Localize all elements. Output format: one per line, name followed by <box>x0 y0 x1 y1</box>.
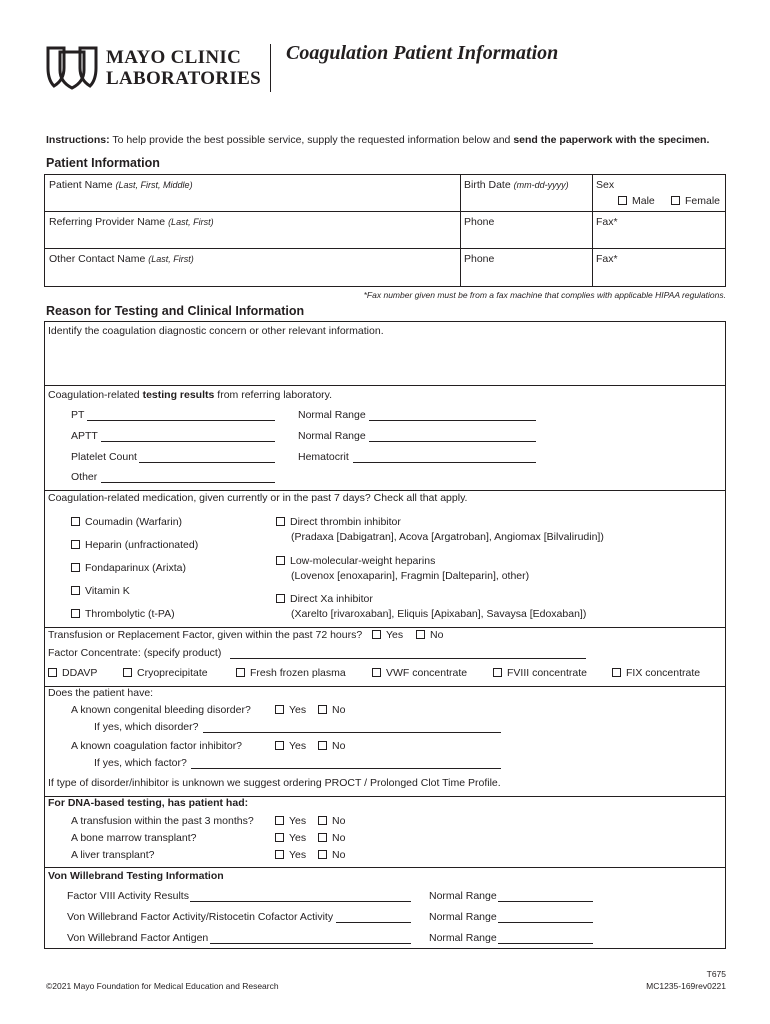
logo-text-line2: LABORATORIES <box>106 68 261 89</box>
logo-text-line1: MAYO CLINIC <box>106 47 242 68</box>
heparin-label: Heparin (unfractionated) <box>85 539 199 551</box>
proct-note: If type of disorder/inhibitor is unknown we suggest ordering PROCT / Prolonged Clot Time Profile. <box>48 777 501 789</box>
dti-label: Direct thrombin inhibitor <box>290 516 401 528</box>
thrombolytic-checkbox[interactable] <box>71 608 175 620</box>
other-phone-field[interactable]: Phone <box>464 253 495 265</box>
aptt-input[interactable] <box>101 441 275 442</box>
dxa-sub: (Xarelto [rivaroxaban], Eliquis [Apixaban], Savaysa [Edoxaban]) <box>291 608 587 620</box>
fix-label: FIX concentrate <box>626 667 701 679</box>
which-factor-input[interactable] <box>191 768 501 769</box>
vwf-antigen-input[interactable] <box>210 943 411 944</box>
other-fax-field[interactable]: Fax* <box>596 253 618 265</box>
instructions <box>46 134 709 146</box>
dti-sub: (Pradaxa [Dabigatran], Acova [Argatroban], Angiomax [Bilvalirudin]) <box>291 531 604 543</box>
vwf-activity-normal-range-label: Normal Range <box>429 911 497 923</box>
results-pre: Coagulation-related <box>48 389 140 401</box>
aptt-normal-range-label: Normal Range <box>298 430 366 442</box>
inhibitor-yes-label: Yes <box>289 740 307 752</box>
liver-yes-checkbox[interactable] <box>275 849 306 861</box>
factor-concentrate-label: Factor Concentrate: (specify product) <box>48 647 222 659</box>
marrow-yes-checkbox[interactable] <box>275 832 306 844</box>
instructions-bold: send the paperwork with the specimen. <box>513 134 710 146</box>
marrow-no-label: No <box>332 832 346 844</box>
birth-date-label: Birth Date <box>464 179 511 191</box>
marrow-question: A bone marrow transplant? <box>71 832 197 844</box>
aptt-normal-range-input[interactable] <box>369 441 536 442</box>
which-disorder-input[interactable] <box>203 732 501 733</box>
transfusion-yes-label: Yes <box>386 629 404 641</box>
patient-name-hint: (Last, First, Middle) <box>115 180 193 190</box>
other-contact-hint: (Last, First) <box>148 254 194 264</box>
patient-name-field[interactable] <box>49 179 193 191</box>
transfusion-yes-checkbox[interactable] <box>372 629 403 641</box>
vwf-label: VWF concentrate <box>386 667 468 679</box>
lmwh-label: Low-molecular-weight heparins <box>290 555 436 567</box>
fondaparinux-label: Fondaparinux (Arixta) <box>85 562 186 574</box>
inhibitor-no-label: No <box>332 740 346 752</box>
dxa-label: Direct Xa inhibitor <box>290 593 373 605</box>
hematocrit-input[interactable] <box>353 462 536 463</box>
marrow-no-checkbox[interactable] <box>318 832 345 844</box>
liver-question: A liver transplant? <box>71 849 155 861</box>
vwf-checkbox[interactable] <box>372 667 467 679</box>
results-post: from referring laboratory. <box>217 389 333 401</box>
sex-female-checkbox[interactable] <box>671 195 720 207</box>
other-contact-field[interactable] <box>49 253 194 265</box>
patient-info-heading: Patient Information <box>46 156 160 170</box>
does-patient-have: Does the patient have: <box>48 687 154 699</box>
referring-provider-hint: (Last, First) <box>168 217 214 227</box>
dna-heading: For DNA-based testing, has patient had: <box>48 797 249 809</box>
instructions-text: To help provide the best possible service, supply the requested information below and <box>112 134 511 146</box>
transfusion3-question: A transfusion within the past 3 months? <box>71 815 254 827</box>
lmwh-checkbox[interactable] <box>276 555 435 567</box>
heparin-checkbox[interactable] <box>71 539 198 551</box>
vitamin-k-label: Vitamin K <box>85 585 130 597</box>
inhibitor-no-checkbox[interactable] <box>318 740 345 752</box>
coumadin-checkbox[interactable] <box>71 516 182 528</box>
transfusion3-no-label: No <box>332 815 346 827</box>
sex-label: Sex <box>596 179 615 191</box>
fviii-label: FVIII concentrate <box>507 667 587 679</box>
patient-info-table <box>44 174 726 287</box>
cryo-label: Cryoprecipitate <box>137 667 208 679</box>
fviii-normal-range-input[interactable] <box>498 901 593 902</box>
ddavp-label: DDAVP <box>62 667 98 679</box>
fax-note: *Fax number given must be from a fax machine that complies with applicable HIPAA regulations. <box>363 290 726 300</box>
medication-heading: Coagulation-related medication, given currently or in the past 7 days? Check all that apply. <box>48 492 468 504</box>
platelet-count-label: Platelet Count <box>71 451 137 463</box>
congenital-yes-checkbox[interactable] <box>275 704 306 716</box>
which-disorder-label: If yes, which disorder? <box>94 721 199 733</box>
pt-label: PT <box>71 409 85 421</box>
page-title: Coagulation Patient Information <box>286 42 559 64</box>
congenital-yes-label: Yes <box>289 704 307 716</box>
ffp-checkbox[interactable] <box>236 667 346 679</box>
other-result-label: Other <box>71 471 98 483</box>
fviii-results-input[interactable] <box>190 901 411 902</box>
birth-date-hint: (mm-dd-yyyy) <box>513 180 569 190</box>
liver-yes-label: Yes <box>289 849 307 861</box>
sex-female-label: Female <box>685 195 721 207</box>
copyright: ©2021 Mayo Foundation for Medical Education and Research <box>46 981 279 991</box>
transfusion3-yes-label: Yes <box>289 815 307 827</box>
congenital-question: A known congenital bleeding disorder? <box>71 704 251 716</box>
coumadin-label: Coumadin (Warfarin) <box>85 516 183 528</box>
vwf-antigen-normal-range-input[interactable] <box>498 943 593 944</box>
fviii-normal-range-label: Normal Range <box>429 890 497 902</box>
identify-concern-field[interactable]: Identify the coagulation diagnostic concern or other relevant information. <box>48 325 384 337</box>
dti-checkbox[interactable] <box>276 516 401 528</box>
fix-checkbox[interactable] <box>612 667 700 679</box>
hematocrit-label: Hematocrit <box>298 451 349 463</box>
vwf-activity-normal-range-input[interactable] <box>498 922 593 923</box>
referring-provider-field[interactable] <box>49 216 214 228</box>
birth-date-field[interactable] <box>464 179 569 191</box>
referring-provider-label: Referring Provider Name <box>49 216 166 228</box>
vwf-antigen-label: Von Willebrand Factor Antigen <box>67 932 209 944</box>
reason-heading: Reason for Testing and Clinical Information <box>46 304 305 318</box>
ffp-label: Fresh frozen plasma <box>250 667 346 679</box>
aptt-label: APTT <box>71 430 98 442</box>
testing-results-heading <box>48 389 332 401</box>
other-contact-label: Other Contact Name <box>49 253 146 265</box>
inhibitor-question: A known coagulation factor inhibitor? <box>71 740 243 752</box>
header-divider <box>270 44 271 92</box>
instructions-label: Instructions: <box>46 134 110 146</box>
vitamin-k-checkbox[interactable] <box>71 585 130 597</box>
transfusion3-no-checkbox[interactable] <box>318 815 345 827</box>
lmwh-sub: (Lovenox [enoxaparin], Fragmin [Dalteparin], other) <box>291 570 530 582</box>
fviii-results-label: Factor VIII Activity Results <box>67 890 189 902</box>
transfusion-no-label: No <box>430 629 444 641</box>
transfusion-question: Transfusion or Replacement Factor, given within the past 72 hours? <box>48 629 363 641</box>
liver-no-checkbox[interactable] <box>318 849 345 861</box>
form-code-1: T675 <box>706 969 726 979</box>
sex-male-checkbox[interactable] <box>618 195 655 207</box>
fviii-checkbox[interactable] <box>493 667 587 679</box>
transfusion3-yes-checkbox[interactable] <box>275 815 306 827</box>
marrow-yes-label: Yes <box>289 832 307 844</box>
form-code-2: MC1235-169rev0221 <box>646 981 726 991</box>
pt-input[interactable] <box>87 420 275 421</box>
dxa-checkbox[interactable] <box>276 593 373 605</box>
congenital-no-label: No <box>332 704 346 716</box>
transfusion-no-checkbox[interactable] <box>416 629 443 641</box>
provider-fax-field[interactable]: Fax* <box>596 216 618 228</box>
patient-name-label: Patient Name <box>49 179 113 191</box>
vwf-antigen-normal-range-label: Normal Range <box>429 932 497 944</box>
mayo-shield-icon <box>44 44 100 90</box>
thrombolytic-label: Thrombolytic (t-PA) <box>85 608 175 620</box>
platelet-count-input[interactable] <box>139 462 275 463</box>
congenital-no-checkbox[interactable] <box>318 704 345 716</box>
which-factor-label: If yes, which factor? <box>94 757 187 769</box>
results-bold: testing results <box>142 389 215 401</box>
cryo-checkbox[interactable] <box>123 667 208 679</box>
fondaparinux-checkbox[interactable] <box>71 562 186 574</box>
pt-normal-range-label: Normal Range <box>298 409 366 421</box>
vwb-heading: Von Willebrand Testing Information <box>48 870 224 882</box>
vwf-activity-input[interactable] <box>336 922 411 923</box>
vwf-activity-label: Von Willebrand Factor Activity/Ristocetin Cofactor Activity <box>67 911 334 923</box>
sex-male-label: Male <box>632 195 655 207</box>
inhibitor-yes-checkbox[interactable] <box>275 740 306 752</box>
liver-no-label: No <box>332 849 346 861</box>
pt-normal-range-input[interactable] <box>369 420 536 421</box>
ddavp-checkbox[interactable] <box>48 667 97 679</box>
mayo-logo <box>44 44 100 90</box>
provider-phone-field[interactable]: Phone <box>464 216 495 228</box>
factor-concentrate-input[interactable] <box>230 658 586 659</box>
other-result-input[interactable] <box>101 482 275 483</box>
